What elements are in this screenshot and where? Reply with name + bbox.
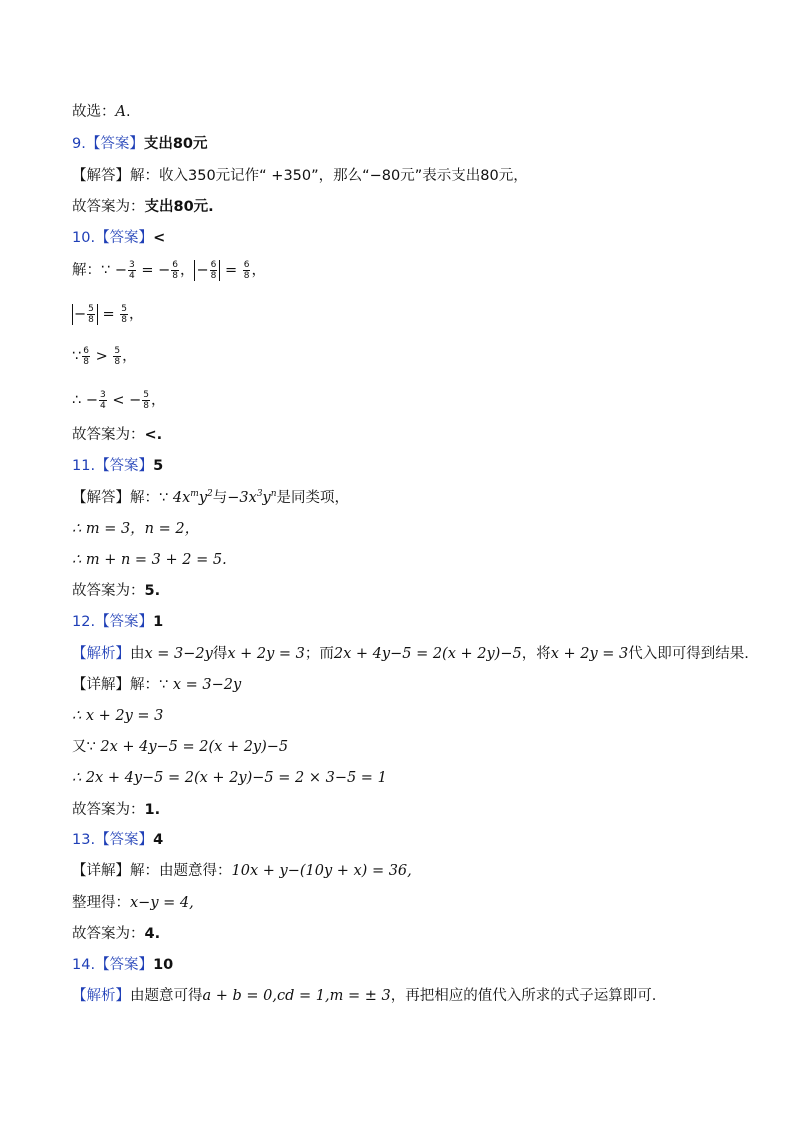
q13-step-2: 整理得：x−y = 4, [72, 895, 194, 911]
fraction: $\frac{3}{4}$ [99, 390, 106, 411]
question-number: 10. [72, 230, 96, 246]
fraction: $\frac{5}{8}$ [143, 390, 149, 411]
fraction: $\frac{6}{8}$ [172, 260, 178, 281]
q9-final-line: 故答案为：支出80元. [72, 199, 214, 215]
q13-detail-line: 【详解】解：由题意得：10x + y−(10y + x) = 36, [72, 863, 412, 879]
answer-tag: 【答案】 [95, 957, 154, 973]
answer-tag: 【答案】 [85, 136, 144, 152]
fraction: $\frac{6}{8}$ [83, 346, 89, 367]
answer-tag: 【答案】 [95, 230, 154, 246]
fraction: $\frac{6}{8}$ [243, 260, 250, 281]
answer-value: 5 [153, 458, 164, 474]
answer-value: < [153, 230, 166, 246]
q9-answer-line [72, 134, 208, 156]
q12-analysis-line: 【解析】由x = 3−2y得x + 2y = 3；而2x + 4y−5 = 2(x + 2y)−5，将x + 2y = 3代入即可得到结果. [72, 646, 749, 662]
fraction: $\frac{5}{8}$ [121, 304, 127, 325]
question-number: 12. [72, 614, 96, 630]
answer-value: 1 [153, 614, 164, 630]
answer-value: 4 [153, 832, 164, 848]
q10-answer-line [72, 228, 165, 250]
question-number: 9. [72, 136, 86, 152]
q13-answer-line [72, 830, 163, 852]
fraction: $\frac{5}{8}$ [114, 346, 121, 367]
answer-value: 支出80元 [143, 136, 208, 152]
q12-step-3: 又∵ 2x + 4y−5 = 2(x + 2y)−5 [72, 739, 289, 755]
math-term-1: $4x^my^2$ [172, 489, 213, 506]
q11-answer-line [72, 456, 163, 478]
answer-tag: 【答案】 [95, 458, 154, 474]
q14-analysis-line: 【解析】由题意可得a + b = 0,cd = 1,m = ± 3，再把相应的值代入所求的式子运算即可. [72, 988, 657, 1004]
q10-final-line: 故答案为：<. [72, 427, 163, 443]
answer-value: 10 [153, 957, 174, 973]
q11-step-3: ∴ m + n = 3 + 2 = 5. [72, 552, 227, 568]
solution-tag: 【解答】 [72, 168, 130, 184]
q11-final-line: 故答案为：5. [72, 583, 161, 599]
q10-step-3: ∵ $\frac{6}{8}$ > $\frac{5}{8}$ ， [72, 346, 137, 367]
absolute-value: − $\frac{5}{8}$ [72, 304, 98, 325]
analysis-tag: 【解析】 [72, 646, 130, 662]
math-term-2: $-3x^3y^n$ [227, 489, 277, 506]
q12-answer-line [72, 612, 163, 634]
analysis-tag: 【解析】 [72, 988, 130, 1004]
detail-tag: 【详解】 [72, 677, 130, 693]
q13-final-line: 故答案为：4. [72, 926, 161, 942]
q9-solution-line: 【解答】解：收入350元记作“ +350”，那么“−80元”表示支出80元， [72, 168, 528, 184]
q11-step-2: ∴ m = 3，n = 2， [72, 521, 200, 537]
q12-detail-line: 【详解】解：∵ x = 3−2y [72, 677, 242, 693]
q12-final-line: 故答案为：1. [72, 802, 161, 818]
q14-answer-line [72, 955, 173, 977]
question-number: 14. [72, 957, 96, 973]
question-number: 13. [72, 832, 96, 848]
solution-tag: 【解答】 [72, 490, 130, 506]
q12-step-4: ∴ 2x + 4y−5 = 2(x + 2y)−5 = 2 × 3−5 = 1 [72, 770, 387, 786]
answer-tag: 【答案】 [95, 832, 154, 848]
detail-tag: 【详解】 [72, 863, 130, 879]
answer-tag: 【答案】 [95, 614, 154, 630]
prev-answer-line: 故选：A. [72, 104, 131, 120]
q10-step-1: 解：∵ − $\frac{3}{4}$ = − $\frac{6}{8}$ ， − $\frac{6}{8}$ = $\frac{6}{8}$ ， [72, 260, 266, 281]
q12-step-2: ∴ x + 2y = 3 [72, 708, 164, 724]
q10-step-4: ∴ − $\frac{3}{4}$ < − $\frac{5}{8}$ ， [72, 390, 166, 411]
fraction: $\frac{3}{4}$ [128, 260, 135, 281]
q11-solution-line: 【解答】解：∵ $4x^my^2$与$-3x^3y^n$是同类项， [72, 489, 350, 506]
q10-step-2: − $\frac{5}{8}$ = $\frac{5}{8}$ ， [74, 304, 144, 325]
question-number: 11. [72, 458, 96, 474]
absolute-value: − $\frac{6}{8}$ [194, 260, 220, 281]
